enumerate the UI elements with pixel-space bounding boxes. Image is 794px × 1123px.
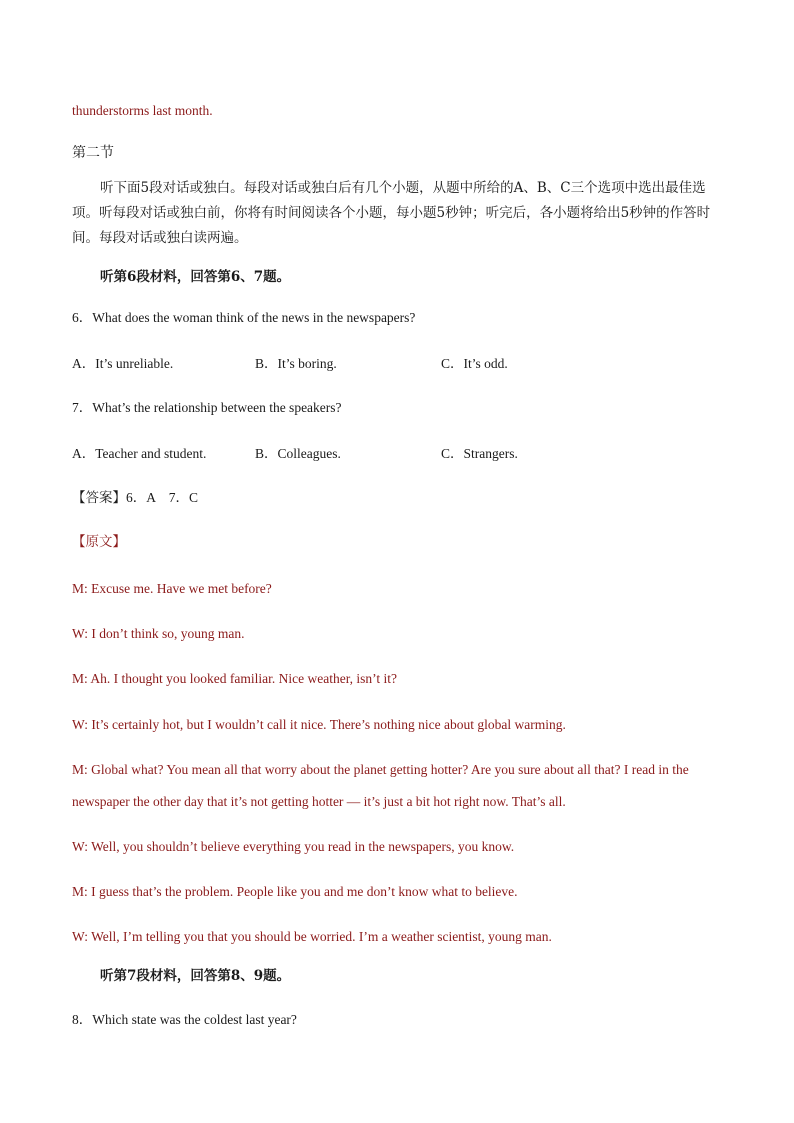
question-7-stem: 7．What’s the relationship between the speakers? [72, 400, 342, 415]
transcript-line: W: Well, I’m telling you that you should be worried. I’m a weather scientist, young man. [72, 929, 552, 944]
transcript-line: M: I guess that’s the problem. People like you and me don’t know what to believe. [72, 884, 518, 899]
transcript-line: M: Excuse me. Have we met before? [72, 581, 272, 596]
question-6-stem: 6．What does the woman think of the news in the newspapers? [72, 310, 416, 325]
answer-line [72, 491, 198, 506]
section-title: 第二节 [72, 145, 114, 161]
section-instructions: 听下面5段对话或独白。每段对话或独白后有几个小题，从题中所给的A、B、C三个选项中选出最佳选项。听每段对话或独白前，你将有时间阅读各个小题，每小题5秒钟；听完后，各小题将给出5秒钟的作答时间。每段对话或独白读两遍。 [72, 180, 711, 246]
question-6-option-c: C．It’s odd. [441, 356, 508, 371]
question-7-option-c: C．Strangers. [441, 446, 518, 461]
answer-value: 6．A 7．C [126, 490, 199, 505]
answer-label: 【答案】 [72, 490, 126, 506]
question-6-option-b: B．It’s boring. [255, 356, 337, 371]
transcript-line: W: Well, you shouldn’t believe everything you read in the newspapers, you know. [72, 839, 515, 854]
question-7-option-a: A．Teacher and student. [72, 446, 207, 461]
transcript-line: W: It’s certainly hot, but I wouldn’t call it nice. There’s nothing nice about global warming. [72, 717, 566, 732]
transcript-line: W: I don’t think so, young man. [72, 626, 245, 641]
transcript-label: 【原文】 [72, 534, 126, 550]
transcript-line: M: Ah. I thought you looked familiar. Nice weather, isn’t it? [72, 671, 398, 686]
material-6-heading: 听第6段材料，回答第6、7题。 [100, 269, 291, 285]
question-6-option-a: A．It’s unreliable. [72, 356, 174, 371]
material-7-heading: 听第7段材料，回答第8、9题。 [100, 968, 291, 984]
transcript-line: newspaper the other day that it’s not getting hotter — it’s just a bit hot right now. That’s all. [72, 794, 566, 809]
question-7-option-b: B．Colleagues. [255, 446, 341, 461]
top-fragment: thunderstorms last month. [72, 103, 213, 118]
transcript-line: M: Global what? You mean all that worry about the planet getting hotter? Are you sure about all that? I read in the [72, 762, 689, 777]
question-8-stem: 8．Which state was the coldest last year? [72, 1012, 297, 1027]
